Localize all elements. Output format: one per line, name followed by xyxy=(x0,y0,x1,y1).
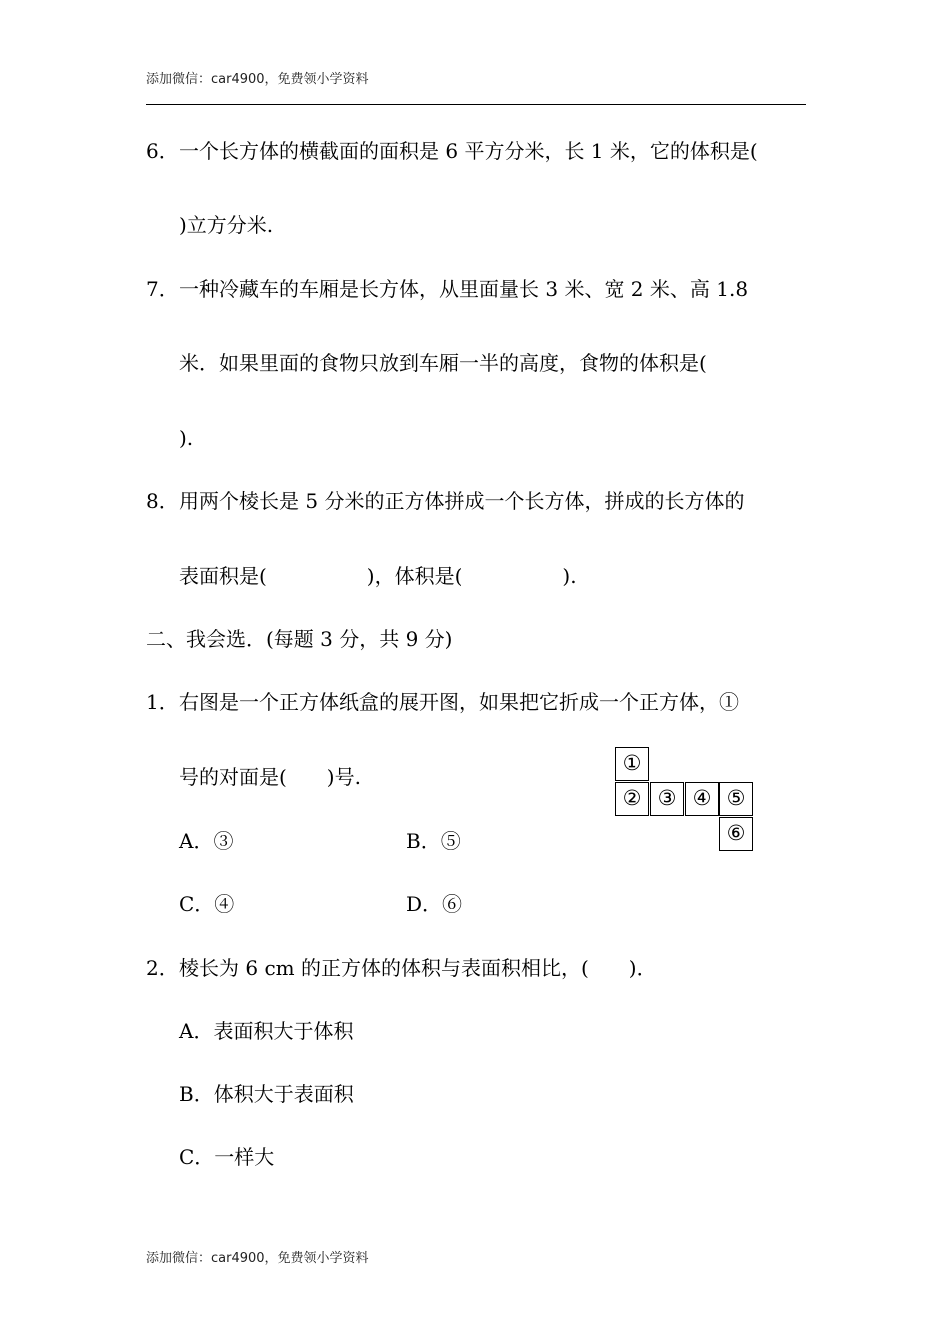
q8-number: 8． xyxy=(146,489,179,513)
net-face-1: ① xyxy=(615,747,649,781)
s2q2-option-c: C．一样大 xyxy=(179,1145,275,1169)
section-heading: 二、我会选．(每题 3 分，共 9 分) xyxy=(146,627,453,651)
page-header: 添加微信：car4900，免费领小学资料 xyxy=(146,72,369,87)
net-face-2: ② xyxy=(615,782,649,816)
s2q2-option-b: B．体积大于表面积 xyxy=(179,1082,354,1106)
q7-line2: 米．如果里面的食物只放到车厢一半的高度，食物的体积是( xyxy=(179,351,707,375)
s2q1-line2: 号的对面是( )号. xyxy=(179,765,361,789)
net-face-6: ⑥ xyxy=(719,817,753,851)
header-rule xyxy=(146,104,806,105)
s2q2-line1: 棱长为 6 cm 的正方体的体积与表面积相比，( )． xyxy=(179,956,657,980)
q6-line1: 一个长方体的横截面的面积是 6 平方分米，长 1 米，它的体积是( xyxy=(179,139,758,163)
s2q1-line1: 右图是一个正方体纸盒的展开图，如果把它折成一个正方体，① xyxy=(179,690,739,714)
cube-net-figure xyxy=(615,747,755,853)
s2q1-option-a: A．③ xyxy=(179,829,234,853)
net-face-5: ⑤ xyxy=(719,782,753,816)
q7-line1: 一种冷藏车的车厢是长方体，从里面量长 3 米、宽 2 米、高 1.8 xyxy=(179,277,749,301)
net-face-4: ④ xyxy=(685,782,719,816)
q6-number: 6． xyxy=(146,139,179,163)
q8-line1: 用两个棱长是 5 分米的正方体拼成一个长方体，拼成的长方体的 xyxy=(179,489,745,513)
q6-line2: )立方分米. xyxy=(179,213,274,237)
q7-number: 7． xyxy=(146,277,179,301)
s2q1-option-b: B．⑤ xyxy=(406,829,461,853)
q7-line3: ). xyxy=(179,426,194,450)
s2q2-number: 2． xyxy=(146,956,179,980)
s2q2-option-a: A．表面积大于体积 xyxy=(179,1019,354,1043)
q8-line2: 表面积是( )，体积是( ). xyxy=(179,564,577,588)
net-face-3: ③ xyxy=(650,782,684,816)
page-footer: 添加微信：car4900，免费领小学资料 xyxy=(146,1251,369,1266)
s2q1-option-d: D．⑥ xyxy=(406,892,463,916)
s2q1-option-c: C．④ xyxy=(179,892,235,916)
s2q1-number: 1． xyxy=(146,690,179,714)
